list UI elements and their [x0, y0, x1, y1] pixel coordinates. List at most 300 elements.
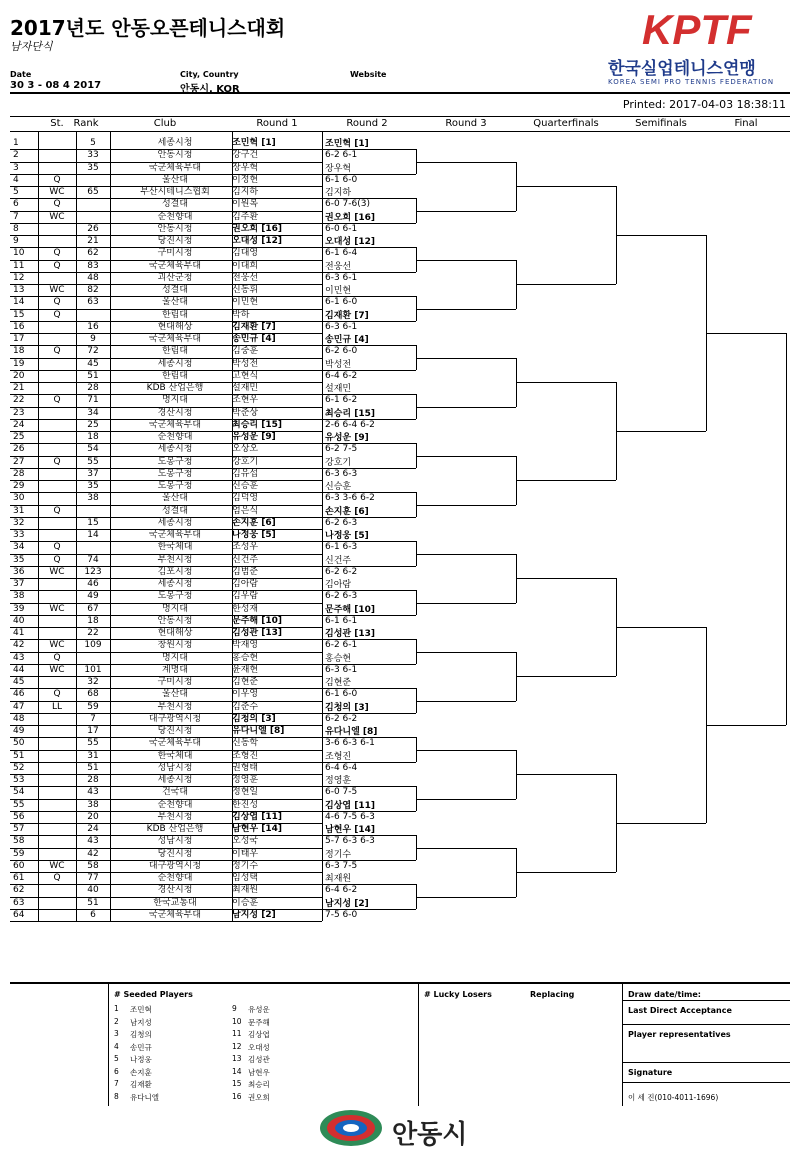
- entry-status: Q: [53, 689, 61, 700]
- player-rank: 24: [87, 824, 99, 834]
- date-label: Date: [10, 70, 32, 79]
- bracket-line: [322, 737, 416, 738]
- player-rank: 72: [87, 346, 99, 357]
- draw-number: 55: [13, 799, 25, 810]
- player-name: 김중훈: [232, 346, 259, 357]
- draw-row: [10, 419, 322, 431]
- round2-score: 6-1 6-3: [325, 542, 358, 553]
- entry-status: WC: [49, 285, 65, 295]
- lucky-losers-title: # Lucky Losers: [424, 990, 492, 999]
- bracket-line: [416, 309, 516, 310]
- draw-row: [10, 590, 322, 602]
- bracket-line: [516, 382, 616, 383]
- draw-number: 33: [13, 530, 25, 540]
- bracket-line: [322, 223, 416, 224]
- draw-number: 20: [13, 370, 25, 381]
- draw-row: [10, 909, 322, 921]
- col-quarterfinals: Quarterfinals: [533, 118, 599, 129]
- player-name: 문주해 [10]: [232, 615, 282, 626]
- player-name: 김아람: [232, 579, 259, 589]
- draw-row: [10, 762, 322, 774]
- round2-score: 6-1 6-0: [325, 689, 358, 700]
- draw-row: [10, 468, 322, 480]
- seed-number: 15: [232, 1079, 242, 1088]
- draw-row: [10, 407, 322, 419]
- player-rank: 38: [87, 799, 99, 810]
- draw-number: 8: [13, 223, 19, 234]
- col-semifinals: Semifinals: [635, 118, 687, 129]
- player-rank: 21: [87, 236, 99, 246]
- draw-row: [10, 174, 322, 186]
- draw-row: [10, 284, 322, 296]
- bracket-line: [416, 554, 516, 555]
- round2-score: 6-3 3-6 6-2: [325, 493, 375, 504]
- player-club: 계명대: [161, 664, 189, 675]
- draw-row: [10, 897, 322, 909]
- draw-number: 35: [13, 554, 25, 565]
- player-club: 도봉구청: [157, 468, 193, 479]
- bracket-line: [516, 676, 616, 677]
- draw-number: 28: [13, 468, 25, 479]
- player-name: 김상엽 [11]: [232, 811, 282, 822]
- seed-number: 5: [114, 1054, 119, 1063]
- round2-score: 6-2 6-2: [325, 566, 358, 577]
- draw-row: [10, 492, 322, 504]
- player-club: 국군체육부대: [148, 162, 202, 173]
- draw-number: 26: [13, 444, 25, 455]
- bracket-line: [322, 713, 416, 714]
- player-club: 대구광역시청: [148, 860, 202, 871]
- player-rank: 37: [87, 468, 99, 479]
- bracket-line: [322, 296, 416, 297]
- round2-score: 6-2 6-2: [325, 713, 358, 724]
- player-rank: 26: [87, 223, 99, 234]
- player-name: 오대성 [12]: [232, 236, 282, 246]
- player-rank: 34: [87, 407, 99, 418]
- draw-number: 52: [13, 762, 25, 773]
- draw-number: 2: [13, 150, 19, 161]
- round2-player: 김아람: [325, 580, 352, 591]
- round2-player: 신건주: [325, 555, 352, 566]
- seed-number: 13: [232, 1054, 242, 1063]
- player-club: 순천향대: [157, 799, 193, 810]
- player-club: 도봉구청: [157, 456, 193, 467]
- player-name: 조성우: [232, 542, 259, 553]
- draw-number: 13: [13, 285, 25, 295]
- draw-row: [10, 603, 322, 615]
- footer-divider: [418, 984, 419, 1106]
- player-club: 성남시청: [157, 836, 193, 847]
- row-rule: [10, 921, 322, 922]
- player-club: 부천시청: [157, 554, 193, 565]
- round2-player: 김청의 [3]: [325, 702, 369, 713]
- player-rank: 109: [84, 640, 102, 651]
- player-name: 김주환: [232, 211, 259, 222]
- round2-score: 6-2 6-1: [325, 640, 358, 651]
- draw-number: 34: [13, 542, 25, 553]
- player-club: 대구광역시청: [148, 713, 202, 724]
- kptf-logo: [640, 6, 790, 52]
- player-name: 한성재: [232, 603, 259, 614]
- bracket-line: [416, 897, 516, 898]
- player-club: 구미시청: [157, 248, 193, 259]
- player-club: 당진시청: [157, 236, 193, 246]
- draw-number: 59: [13, 848, 25, 859]
- draw-number: 27: [13, 456, 25, 467]
- player-name: 이민현: [232, 297, 259, 308]
- draw-number: 9: [13, 236, 19, 246]
- player-rank: 28: [87, 383, 99, 393]
- entry-status: Q: [53, 297, 61, 308]
- website-label: Website: [350, 70, 387, 79]
- draw-row: [10, 505, 322, 517]
- player-name: 박하: [232, 309, 250, 320]
- player-name: 전웅선: [232, 272, 259, 283]
- entry-status: WC: [49, 566, 65, 577]
- kptf-name-kor: 한국실업테니스연맹: [608, 59, 756, 79]
- entry-status: Q: [53, 873, 61, 883]
- draw-number: 37: [13, 579, 25, 589]
- signature-label: Signature: [628, 1068, 673, 1077]
- draw-row: [10, 774, 322, 786]
- table-column-rule: [38, 131, 39, 921]
- draw-row: [10, 431, 322, 443]
- draw-row: [10, 309, 322, 321]
- round2-player: 남현우 [14]: [325, 825, 375, 836]
- player-rank: 7: [90, 713, 96, 724]
- player-rank: 18: [87, 432, 99, 442]
- bracket-line: [616, 627, 706, 628]
- player-name: 김지하: [232, 187, 259, 197]
- draw-number: 24: [13, 419, 25, 430]
- draw-number: 48: [13, 713, 25, 724]
- draw-row: [10, 443, 322, 455]
- bracket-line: [416, 211, 516, 212]
- bracket-line: [786, 333, 787, 725]
- player-name: 정영훈: [232, 775, 259, 785]
- player-rank: 62: [87, 248, 99, 259]
- draw-number: 50: [13, 738, 25, 749]
- player-club: 경산시청: [157, 407, 193, 418]
- event-subtitle: 남자단식: [10, 40, 53, 53]
- bracket-line: [416, 750, 516, 751]
- draw-row: [10, 737, 322, 749]
- draw-number: 30: [13, 493, 25, 504]
- player-rank: 16: [87, 321, 99, 332]
- draw-number: 29: [13, 481, 25, 491]
- player-name: 박성전: [232, 358, 259, 369]
- seed-number: 1: [114, 1004, 119, 1013]
- player-name: 신승훈: [232, 481, 259, 491]
- player-club: 경산시청: [157, 885, 193, 896]
- player-club: 안동시청: [157, 150, 193, 161]
- player-club: 울산대: [161, 297, 189, 308]
- city-label: City, Country: [180, 70, 239, 79]
- player-rank: 59: [87, 701, 99, 712]
- draw-row: [10, 835, 322, 847]
- player-name: 조형진: [232, 750, 259, 761]
- round2-score: 6-3 6-1: [325, 272, 358, 283]
- draw-row: [10, 615, 322, 627]
- entry-status: Q: [53, 346, 61, 357]
- entry-status: WC: [49, 211, 65, 222]
- seed-name: 유다니엘: [130, 1092, 159, 1102]
- draw-row: [10, 247, 322, 259]
- draw-row: [10, 872, 322, 884]
- bracket-line: [616, 431, 706, 432]
- seed-name: 김상엽: [248, 1030, 270, 1039]
- player-name: 홍승현: [232, 652, 259, 663]
- player-rank: 6: [90, 909, 96, 920]
- bracket-line: [322, 835, 416, 836]
- draw-number: 56: [13, 811, 25, 822]
- round2-player: 조민혁 [1]: [325, 139, 369, 150]
- seed-name: 송민규: [130, 1042, 152, 1052]
- seed-name: 조민혁: [130, 1005, 152, 1014]
- draw-row: [10, 541, 322, 553]
- player-club: 현대해상: [157, 321, 193, 332]
- draw-row: [10, 566, 322, 578]
- draw-row: [10, 137, 322, 149]
- seed-number: 4: [114, 1041, 119, 1051]
- draw-row: [10, 321, 322, 333]
- col-rank: Rank: [73, 118, 99, 129]
- player-rank: 48: [87, 272, 99, 283]
- draw-row: [10, 676, 322, 688]
- player-rank: 38: [87, 493, 99, 504]
- player-rank: 83: [87, 260, 99, 271]
- round2-player: 김현준: [325, 678, 352, 689]
- draw-number: 43: [13, 652, 25, 663]
- player-club: 국군체육부대: [148, 738, 202, 749]
- player-club: 한림대: [161, 346, 189, 357]
- draw-row: [10, 725, 322, 737]
- player-club: 한국체대: [157, 750, 193, 761]
- player-club: 국군체육부대: [148, 909, 202, 920]
- seed-number: 14: [232, 1066, 242, 1076]
- bracket-line: [322, 198, 416, 199]
- seeded-players-title: # Seeded Players: [114, 990, 193, 999]
- bracket-line: [516, 578, 616, 579]
- player-rank: 71: [87, 395, 99, 406]
- entry-status: Q: [53, 456, 61, 467]
- round2-score: 6-3 6-3: [325, 468, 358, 479]
- bracket-line: [516, 480, 616, 481]
- round2-score: 6-4 6-4: [325, 762, 358, 773]
- player-rank: 22: [87, 628, 99, 638]
- draw-number: 47: [13, 701, 25, 712]
- player-rank: 43: [87, 836, 99, 847]
- bracket-line: [416, 162, 516, 163]
- player-rank: 18: [87, 615, 99, 626]
- player-club: 성남시청: [157, 762, 193, 773]
- player-name: 김유섭: [232, 468, 259, 479]
- round2-score: 7-5 6-0: [325, 909, 358, 920]
- player-name: 조민혁 [1]: [232, 138, 276, 148]
- player-rank: 55: [87, 738, 99, 749]
- col-club: Club: [153, 118, 177, 129]
- entry-status: Q: [53, 260, 61, 271]
- draw-row: [10, 382, 322, 394]
- round2-player: 설재민: [325, 384, 352, 395]
- last-direct-acceptance-label: Last Direct Acceptance: [628, 1006, 732, 1015]
- seed-name: 문주해: [248, 1017, 270, 1027]
- player-name: 김우람: [232, 591, 259, 602]
- bracket-line: [322, 884, 416, 885]
- round2-player: 최승리 [15]: [325, 408, 375, 419]
- andong-city-emblem: [318, 1108, 384, 1148]
- round2-player: 김성관 [13]: [325, 629, 375, 640]
- bracket-line: [322, 370, 416, 371]
- round2-player: 이민현: [325, 286, 352, 297]
- bracket-line: [322, 468, 416, 469]
- draw-number: 19: [13, 358, 25, 369]
- draw-number: 21: [13, 383, 25, 393]
- round2-score: 6-2 6-3: [325, 591, 358, 602]
- player-rank: 51: [87, 370, 99, 381]
- player-rank: 35: [87, 481, 99, 491]
- round2-score: 6-1 6-0: [325, 174, 358, 185]
- player-club: 명지대: [161, 395, 189, 406]
- player-name: 손지훈 [6]: [232, 517, 276, 528]
- entry-status: Q: [53, 395, 61, 406]
- round2-score: 4-6 7-5 6-3: [325, 811, 375, 822]
- seed-name: 권오희: [248, 1092, 270, 1102]
- bracket-line: [516, 872, 616, 873]
- footer-rule: [622, 1024, 790, 1025]
- kptf-logo-text: KPTF: [642, 6, 752, 52]
- player-club: 순천향대: [157, 211, 193, 222]
- draw-number: 4: [13, 174, 19, 185]
- round2-score: 6-2 6-3: [325, 517, 358, 528]
- entry-status: Q: [53, 554, 61, 565]
- bracket-line: [416, 407, 516, 408]
- entry-status: LL: [51, 701, 63, 712]
- bracket-line: [322, 688, 416, 689]
- player-rank: 32: [87, 677, 99, 687]
- bracket-line: [322, 786, 416, 787]
- draw-date-label: Draw date/time:: [628, 990, 701, 999]
- player-name: 설재민: [232, 383, 259, 393]
- draw-number: 54: [13, 787, 25, 798]
- draw-number: 57: [13, 824, 25, 834]
- seed-name: 손지훈: [130, 1067, 152, 1077]
- player-name: 정현일: [232, 787, 259, 798]
- round2-score: 6-0 6-1: [325, 223, 358, 234]
- draw-number: 40: [13, 615, 25, 626]
- draw-number: 32: [13, 517, 25, 528]
- page-title: 2017년도 안동오픈테니스대회: [10, 16, 286, 40]
- round2-score: 6-4 6-2: [325, 370, 358, 381]
- bracket-line: [416, 652, 516, 653]
- player-club: 안동시청: [157, 615, 193, 626]
- round2-player: 나정웅 [5]: [325, 531, 369, 542]
- round2-player: 권오희 [16]: [325, 212, 375, 223]
- bracket-line: [516, 774, 616, 775]
- draw-number: 44: [13, 664, 25, 675]
- player-name: 박준상: [232, 407, 259, 418]
- player-rank: 14: [87, 530, 99, 540]
- draw-row: [10, 639, 322, 651]
- seed-name: 남지성: [130, 1017, 152, 1027]
- round2-player: 유성운 [9]: [325, 433, 369, 444]
- player-name: 윤재현: [232, 664, 259, 675]
- player-name: 조현우: [232, 395, 259, 406]
- player-club: 괴산군청: [157, 272, 193, 283]
- player-rank: 15: [87, 517, 99, 528]
- draw-row: [10, 664, 322, 676]
- draw-number: 63: [13, 897, 25, 908]
- table-column-rule: [110, 131, 111, 921]
- player-club: 울산대: [161, 174, 189, 185]
- round2-player: 문주해 [10]: [325, 604, 375, 615]
- seed-number: 11: [232, 1029, 242, 1038]
- bracket-line: [516, 186, 616, 187]
- bracket-line: [416, 848, 516, 849]
- player-name: 김대영: [232, 248, 259, 259]
- draw-number: 7: [13, 211, 19, 222]
- draw-row: [10, 688, 322, 700]
- player-club: 국군체육부대: [148, 260, 202, 271]
- player-club: 현대해상: [157, 628, 193, 638]
- draw-row: [10, 554, 322, 566]
- player-club: 당진시청: [157, 848, 193, 859]
- table-column-rule: [76, 131, 77, 921]
- player-club: 울산대: [161, 689, 189, 700]
- player-name: 정기수: [232, 860, 259, 871]
- draw-number: 38: [13, 591, 25, 602]
- round2-player: 정기수: [325, 849, 352, 860]
- player-club: 순천향대: [157, 432, 193, 442]
- date-value: 30 3 - 08 4 2017: [10, 80, 102, 91]
- draw-row: [10, 480, 322, 492]
- player-club: 순천향대: [157, 873, 193, 883]
- draw-number: 16: [13, 321, 25, 332]
- player-name: 김청의 [3]: [232, 713, 276, 724]
- player-club: 국군체육부대: [148, 530, 202, 540]
- round2-player: 신승훈: [325, 482, 352, 493]
- player-name: 김성관 [13]: [232, 628, 282, 638]
- city-value: 안동시, KOR: [180, 84, 240, 95]
- draw-number: 51: [13, 750, 25, 761]
- player-name: 남현우 [14]: [232, 824, 282, 834]
- player-club: 한림대: [161, 370, 189, 381]
- round2-score: 6-2 7-5: [325, 444, 358, 455]
- bracket-line: [322, 321, 416, 322]
- replacing-title: Replacing: [530, 990, 575, 999]
- player-club: 울산대: [161, 493, 189, 504]
- round2-player: 강호기: [325, 457, 352, 468]
- player-name: 박재영: [232, 640, 259, 651]
- player-rank: 31: [87, 750, 99, 761]
- player-rank: 74: [87, 554, 99, 565]
- player-rank: 123: [84, 566, 102, 577]
- player-club: 성결대: [161, 285, 189, 295]
- player-club: 세종시청: [157, 775, 193, 785]
- bracket-line: [516, 284, 616, 285]
- emblem-center: [343, 1124, 359, 1132]
- bracket-line: [322, 566, 416, 567]
- player-club: 안동시청: [157, 223, 193, 234]
- bracket-line: [416, 505, 516, 506]
- player-rank: 17: [87, 726, 99, 736]
- andong-city-name: 안동시: [392, 1120, 468, 1150]
- draw-number: 17: [13, 334, 25, 344]
- round2-score: 6-2 6-1: [325, 150, 358, 161]
- player-rank: 58: [87, 860, 99, 871]
- player-name: 신건주: [232, 554, 259, 565]
- player-name: 강호기: [232, 456, 259, 467]
